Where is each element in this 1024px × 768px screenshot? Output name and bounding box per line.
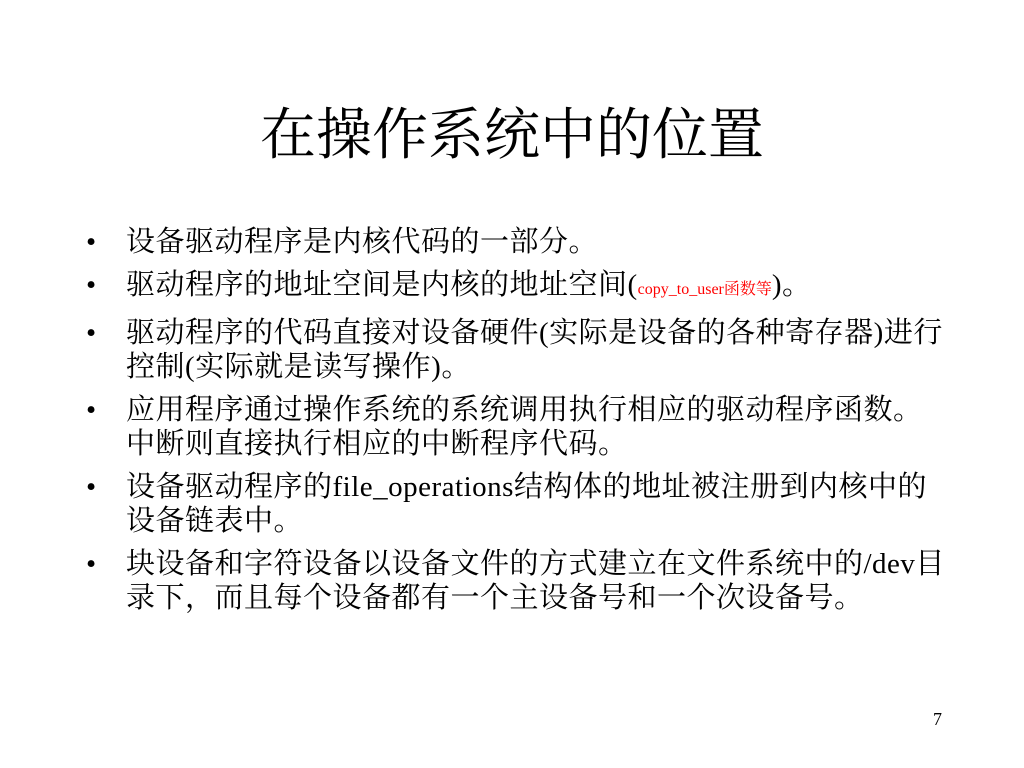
bullet-text: 设备驱动程序的file_operations结构体的地址被注册到内核中的设备链表中。 <box>126 471 927 537</box>
bullet-dot-icon: • <box>86 317 97 349</box>
bullet-item <box>86 470 946 538</box>
page-number: 7 <box>933 709 942 729</box>
bullet-dot-icon: • <box>86 394 97 426</box>
bullet-text: 块设备和字符设备以设备文件的方式建立在文件系统中的/dev目录下，而且每个设备都有一个主设备号和一个次设备号。 <box>126 548 945 614</box>
slide-title: 在操作系统中的位置 <box>260 105 764 167</box>
bullet-text: 应用程序通过操作系统的系统调用执行相应的驱动程序函数。中断则直接执行相应的中断程序代码。 <box>126 394 923 460</box>
bullet-note: copy_to_user函数等 <box>637 281 772 298</box>
bullet-item <box>86 393 946 461</box>
bullet-item <box>86 225 946 259</box>
bullet-text: 设备驱动程序是内核代码的一部分。 <box>126 226 599 258</box>
bullet-text: 驱动程序的地址空间是内核的地址空间( <box>126 269 638 301</box>
bullet-item <box>86 268 946 307</box>
bullet-text: 驱动程序的代码直接对设备硬件(实际是设备的各种寄存器)进行控制(实际就是读写操作)。 <box>126 317 943 383</box>
bullet-dot-icon: • <box>86 548 97 580</box>
bullet-item <box>86 316 946 384</box>
bullet-dot-icon: • <box>86 471 97 503</box>
bullet-list <box>86 225 946 624</box>
bullet-dot-icon: • <box>86 226 97 258</box>
bullet-text-end: )。 <box>771 269 812 301</box>
bullet-item <box>86 547 946 615</box>
bullet-dot-icon: • <box>86 269 97 301</box>
